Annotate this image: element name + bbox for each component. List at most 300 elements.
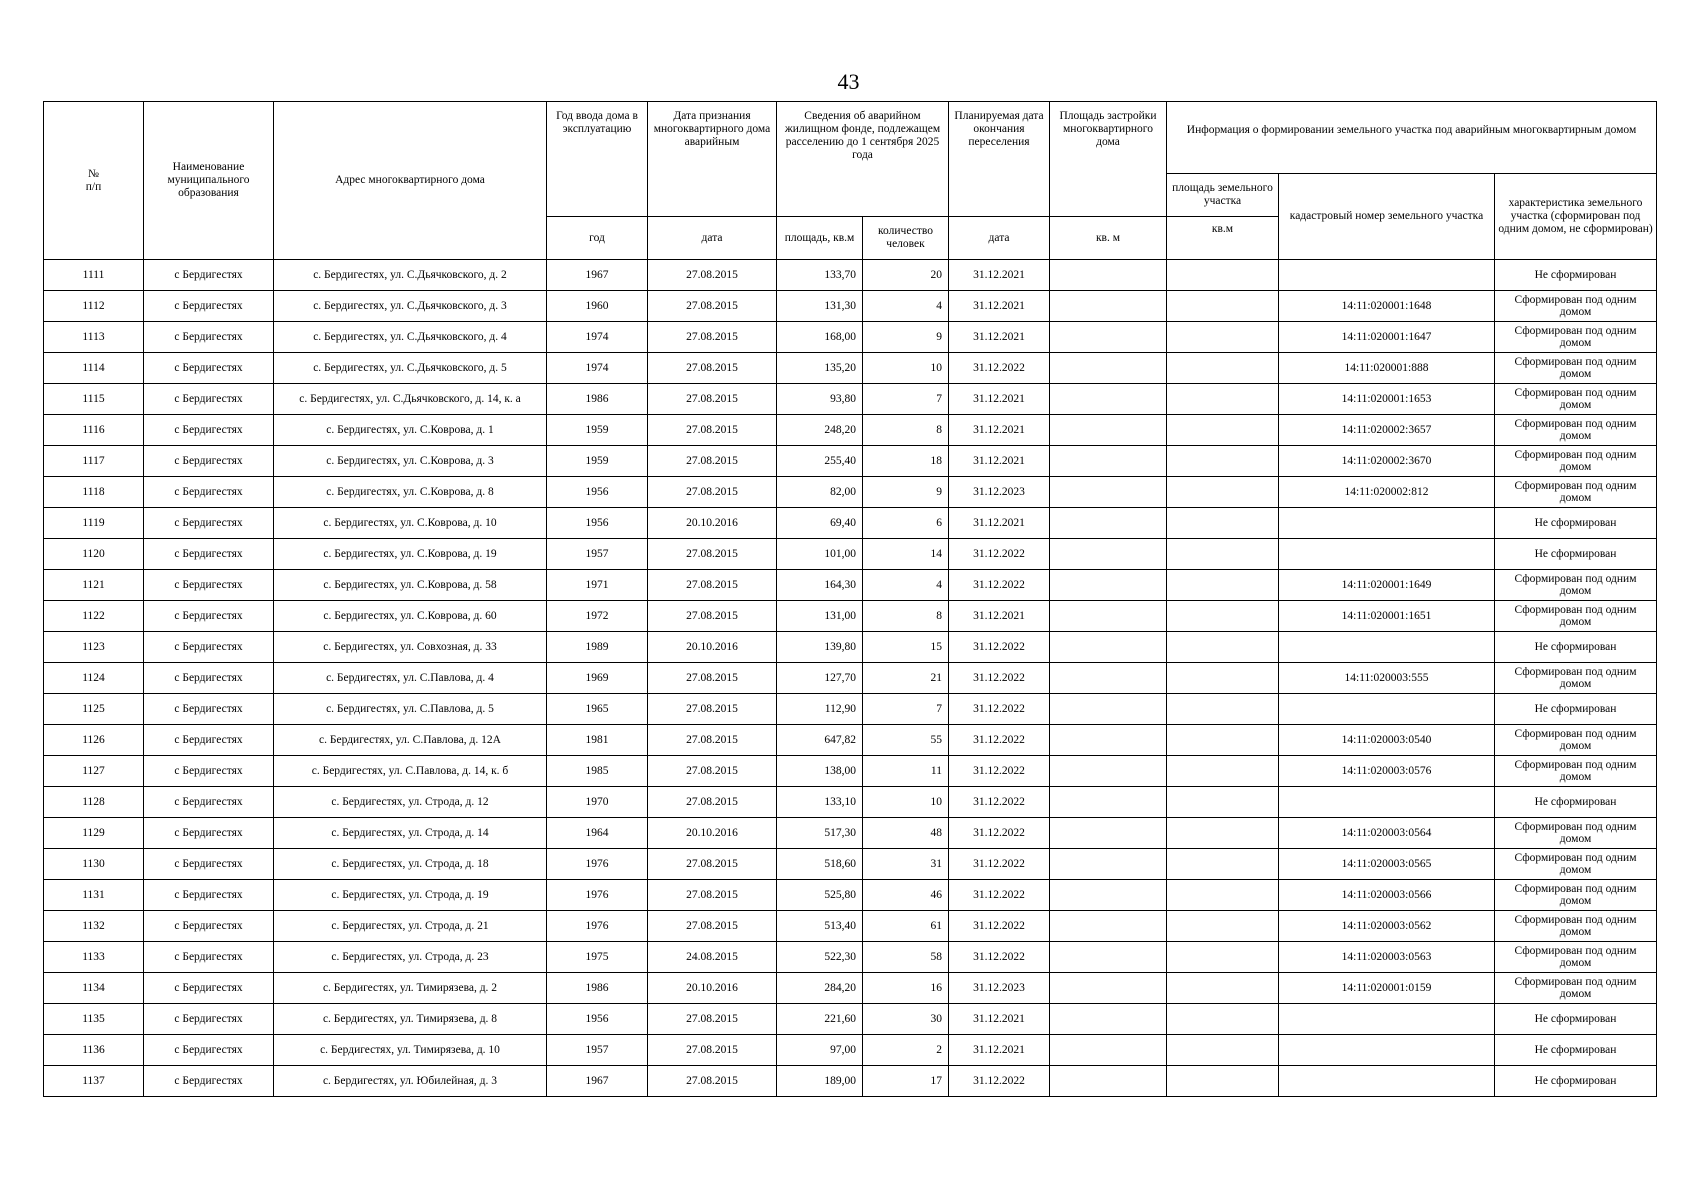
- cell-municipality: с Бердигестях: [144, 1004, 274, 1035]
- cell-num: 1127: [44, 756, 144, 787]
- cell-people: 10: [863, 353, 949, 384]
- cell-cadastral: 14:11:020002:812: [1279, 477, 1495, 508]
- cell-land-char: Сформирован под одним домом: [1495, 601, 1657, 632]
- cell-planned-date: 31.12.2022: [949, 911, 1050, 942]
- cell-year: 1975: [547, 942, 648, 973]
- cell-address: с. Бердигестях, ул. С.Павлова, д. 4: [274, 663, 547, 694]
- cell-municipality: с Бердигестях: [144, 849, 274, 880]
- cell-land-char: Сформирован под одним домом: [1495, 942, 1657, 973]
- cell-recognition-date: 27.08.2015: [648, 570, 777, 601]
- cell-num: 1122: [44, 601, 144, 632]
- cell-land-char: Не сформирован: [1495, 1004, 1657, 1035]
- cell-land-char: Сформирован под одним домом: [1495, 663, 1657, 694]
- cell-planned-date: 31.12.2021: [949, 446, 1050, 477]
- cell-address: с. Бердигестях, ул. Совхозная, д. 33: [274, 632, 547, 663]
- cell-land-area: [1167, 601, 1279, 632]
- cell-land-char: Сформирован под одним домом: [1495, 911, 1657, 942]
- cell-recognition-date: 27.08.2015: [648, 1004, 777, 1035]
- cell-land-char: Сформирован под одним домом: [1495, 477, 1657, 508]
- cell-land-char: Сформирован под одним домом: [1495, 570, 1657, 601]
- cell-land-char: Сформирован под одним домом: [1495, 322, 1657, 353]
- cell-building-area: [1050, 322, 1167, 353]
- cell-num: 1136: [44, 1035, 144, 1066]
- table-row: [44, 508, 1657, 539]
- cell-planned-date: 31.12.2022: [949, 539, 1050, 570]
- cell-address: с. Бердигестях, ул. С.Дьячковского, д. 4: [274, 322, 547, 353]
- cell-area: 127,70: [777, 663, 863, 694]
- table-row: [44, 446, 1657, 477]
- cell-recognition-date: 27.08.2015: [648, 601, 777, 632]
- cell-num: 1133: [44, 942, 144, 973]
- cell-land-char: Сформирован под одним домом: [1495, 446, 1657, 477]
- cell-recognition-date: 20.10.2016: [648, 973, 777, 1004]
- cell-planned-date: 31.12.2022: [949, 353, 1050, 384]
- cell-people: 9: [863, 477, 949, 508]
- table-row: [44, 353, 1657, 384]
- cell-municipality: с Бердигестях: [144, 725, 274, 756]
- cell-address: с. Бердигестях, ул. С.Коврова, д. 19: [274, 539, 547, 570]
- cell-cadastral: 14:11:020003:555: [1279, 663, 1495, 694]
- table-row: [44, 539, 1657, 570]
- cell-recognition-date: 27.08.2015: [648, 911, 777, 942]
- cell-building-area: [1050, 570, 1167, 601]
- cell-recognition-date: 27.08.2015: [648, 322, 777, 353]
- cell-people: 6: [863, 508, 949, 539]
- cell-municipality: с Бердигестях: [144, 322, 274, 353]
- cell-cadastral: 14:11:020003:0566: [1279, 880, 1495, 911]
- cell-land-area: [1167, 1066, 1279, 1097]
- cell-year: 1985: [547, 756, 648, 787]
- cell-land-char: Не сформирован: [1495, 632, 1657, 663]
- cell-people: 8: [863, 415, 949, 446]
- cell-municipality: с Бердигестях: [144, 260, 274, 291]
- cell-recognition-date: 27.08.2015: [648, 694, 777, 725]
- cell-municipality: с Бердигестях: [144, 942, 274, 973]
- cell-num: 1134: [44, 973, 144, 1004]
- cell-recognition-date: 27.08.2015: [648, 415, 777, 446]
- cell-area: 164,30: [777, 570, 863, 601]
- cell-people: 14: [863, 539, 949, 570]
- cell-area: 112,90: [777, 694, 863, 725]
- cell-cadastral: 14:11:020001:1651: [1279, 601, 1495, 632]
- cell-cadastral: 14:11:020001:888: [1279, 353, 1495, 384]
- cell-municipality: с Бердигестях: [144, 1066, 274, 1097]
- cell-land-char: Не сформирован: [1495, 260, 1657, 291]
- cell-address: с. Бердигестях, ул. С.Павлова, д. 5: [274, 694, 547, 725]
- cell-num: 1132: [44, 911, 144, 942]
- cell-address: с. Бердигестях, ул. С.Коврова, д. 58: [274, 570, 547, 601]
- cell-land-char: Сформирован под одним домом: [1495, 880, 1657, 911]
- cell-year: 1959: [547, 415, 648, 446]
- header-cadastral: кадастровый номер земельного участка: [1279, 174, 1495, 260]
- cell-num: 1131: [44, 880, 144, 911]
- cell-recognition-date: 27.08.2015: [648, 787, 777, 818]
- cell-cadastral: 14:11:020002:3670: [1279, 446, 1495, 477]
- cell-people: 4: [863, 291, 949, 322]
- cell-building-area: [1050, 1004, 1167, 1035]
- cell-address: с. Бердигестях, ул. С.Павлова, д. 12А: [274, 725, 547, 756]
- unit-year: год: [547, 217, 648, 260]
- table-row: [44, 477, 1657, 508]
- cell-planned-date: 31.12.2022: [949, 694, 1050, 725]
- cell-planned-date: 31.12.2023: [949, 973, 1050, 1004]
- cell-building-area: [1050, 446, 1167, 477]
- cell-municipality: с Бердигестях: [144, 973, 274, 1004]
- cell-recognition-date: 27.08.2015: [648, 1066, 777, 1097]
- cell-cadastral: 14:11:020003:0576: [1279, 756, 1495, 787]
- cell-building-area: [1050, 477, 1167, 508]
- cell-address: с. Бердигестях, ул. С.Дьячковского, д. 5: [274, 353, 547, 384]
- cell-land-area: [1167, 415, 1279, 446]
- cell-planned-date: 31.12.2021: [949, 384, 1050, 415]
- cell-area: 135,20: [777, 353, 863, 384]
- cell-planned-date: 31.12.2022: [949, 1066, 1050, 1097]
- cell-people: 31: [863, 849, 949, 880]
- cell-year: 1956: [547, 477, 648, 508]
- table-row: [44, 787, 1657, 818]
- cell-year: 1957: [547, 1035, 648, 1066]
- cell-recognition-date: 27.08.2015: [648, 725, 777, 756]
- cell-land-area: [1167, 477, 1279, 508]
- cell-planned-date: 31.12.2022: [949, 787, 1050, 818]
- header-fund-info: Сведения об аварийном жилищном фонде, подлежащем расселению до 1 сентября 2025 года: [777, 102, 949, 217]
- cell-land-area: [1167, 1004, 1279, 1035]
- cell-people: 20: [863, 260, 949, 291]
- cell-address: с. Бердигестях, ул. С.Дьячковского, д. 3: [274, 291, 547, 322]
- cell-area: 221,60: [777, 1004, 863, 1035]
- unit-recognition-date: дата: [648, 217, 777, 260]
- cell-cadastral: [1279, 539, 1495, 570]
- table-row: [44, 291, 1657, 322]
- cell-recognition-date: 27.08.2015: [648, 353, 777, 384]
- cell-land-area: [1167, 880, 1279, 911]
- cell-recognition-date: 27.08.2015: [648, 880, 777, 911]
- cell-planned-date: 31.12.2021: [949, 322, 1050, 353]
- cell-municipality: с Бердигестях: [144, 756, 274, 787]
- cell-num: 1126: [44, 725, 144, 756]
- cell-building-area: [1050, 508, 1167, 539]
- cell-year: 1956: [547, 508, 648, 539]
- table-row: [44, 880, 1657, 911]
- cell-address: с. Бердигестях, ул. С.Коврова, д. 1: [274, 415, 547, 446]
- cell-building-area: [1050, 663, 1167, 694]
- cell-municipality: с Бердигестях: [144, 787, 274, 818]
- cell-area: 93,80: [777, 384, 863, 415]
- cell-building-area: [1050, 291, 1167, 322]
- cell-address: с. Бердигестях, ул. С.Коврова, д. 8: [274, 477, 547, 508]
- cell-address: с. Бердигестях, ул. Строда, д. 18: [274, 849, 547, 880]
- cell-building-area: [1050, 353, 1167, 384]
- cell-municipality: с Бердигестях: [144, 570, 274, 601]
- cell-planned-date: 31.12.2021: [949, 291, 1050, 322]
- cell-cadastral: 14:11:020002:3657: [1279, 415, 1495, 446]
- cell-people: 58: [863, 942, 949, 973]
- cell-building-area: [1050, 942, 1167, 973]
- cell-land-area: [1167, 570, 1279, 601]
- header-year: Год ввода дома в эксплуатацию: [547, 102, 648, 217]
- cell-recognition-date: 27.08.2015: [648, 291, 777, 322]
- cell-recognition-date: 27.08.2015: [648, 477, 777, 508]
- cell-year: 1970: [547, 787, 648, 818]
- cell-cadastral: 14:11:020003:0540: [1279, 725, 1495, 756]
- cell-address: с. Бердигестях, ул. С.Коврова, д. 60: [274, 601, 547, 632]
- cell-address: с. Бердигестях, ул. Юбилейная, д. 3: [274, 1066, 547, 1097]
- cell-num: 1111: [44, 260, 144, 291]
- cell-municipality: с Бердигестях: [144, 291, 274, 322]
- cell-year: 1965: [547, 694, 648, 725]
- cell-recognition-date: 27.08.2015: [648, 1035, 777, 1066]
- unit-area: площадь, кв.м: [777, 217, 863, 260]
- cell-recognition-date: 20.10.2016: [648, 508, 777, 539]
- cell-building-area: [1050, 880, 1167, 911]
- cell-recognition-date: 20.10.2016: [648, 632, 777, 663]
- cell-people: 21: [863, 663, 949, 694]
- cell-land-char: Сформирован под одним домом: [1495, 973, 1657, 1004]
- cell-cadastral: 14:11:020001:0159: [1279, 973, 1495, 1004]
- cell-year: 1969: [547, 663, 648, 694]
- cell-address: с. Бердигестях, ул. Строда, д. 19: [274, 880, 547, 911]
- cell-num: 1118: [44, 477, 144, 508]
- cell-land-area: [1167, 632, 1279, 663]
- cell-people: 10: [863, 787, 949, 818]
- header-land-info: Информация о формировании земельного участка под аварийным многоквартирным домом: [1167, 102, 1657, 174]
- cell-municipality: с Бердигестях: [144, 384, 274, 415]
- cell-municipality: с Бердигестях: [144, 415, 274, 446]
- cell-area: 168,00: [777, 322, 863, 353]
- table-row: [44, 694, 1657, 725]
- cell-people: 48: [863, 818, 949, 849]
- cell-planned-date: 31.12.2022: [949, 663, 1050, 694]
- cell-planned-date: 31.12.2021: [949, 601, 1050, 632]
- cell-land-area: [1167, 756, 1279, 787]
- cell-area: 101,00: [777, 539, 863, 570]
- cell-people: 9: [863, 322, 949, 353]
- cell-planned-date: 31.12.2022: [949, 756, 1050, 787]
- cell-land-char: Не сформирован: [1495, 1035, 1657, 1066]
- cell-building-area: [1050, 384, 1167, 415]
- cell-address: с. Бердигестях, ул. Тимирязева, д. 10: [274, 1035, 547, 1066]
- table-row: [44, 1066, 1657, 1097]
- cell-recognition-date: 27.08.2015: [648, 663, 777, 694]
- cell-land-area: [1167, 911, 1279, 942]
- cell-municipality: с Бердигестях: [144, 694, 274, 725]
- table-body: [44, 260, 1657, 1097]
- cell-building-area: [1050, 601, 1167, 632]
- cell-num: 1128: [44, 787, 144, 818]
- cell-cadastral: [1279, 1035, 1495, 1066]
- cell-cadastral: 14:11:020001:1653: [1279, 384, 1495, 415]
- cell-area: 139,80: [777, 632, 863, 663]
- table-row: [44, 1035, 1657, 1066]
- cell-recognition-date: 27.08.2015: [648, 384, 777, 415]
- cell-land-char: Не сформирован: [1495, 787, 1657, 818]
- cell-people: 11: [863, 756, 949, 787]
- cell-cadastral: [1279, 694, 1495, 725]
- cell-address: с. Бердигестях, ул. Строда, д. 23: [274, 942, 547, 973]
- cell-area: 131,00: [777, 601, 863, 632]
- cell-address: с. Бердигестях, ул. Тимирязева, д. 8: [274, 1004, 547, 1035]
- cell-num: 1116: [44, 415, 144, 446]
- cell-building-area: [1050, 973, 1167, 1004]
- cell-cadastral: 14:11:020003:0565: [1279, 849, 1495, 880]
- cell-land-char: Сформирован под одним домом: [1495, 415, 1657, 446]
- cell-planned-date: 31.12.2021: [949, 415, 1050, 446]
- cell-building-area: [1050, 756, 1167, 787]
- header-municipality: Наименование муниципального образования: [144, 102, 274, 260]
- cell-cadastral: 14:11:020003:0564: [1279, 818, 1495, 849]
- cell-land-area: [1167, 384, 1279, 415]
- cell-building-area: [1050, 539, 1167, 570]
- cell-area: 69,40: [777, 508, 863, 539]
- cell-cadastral: 14:11:020003:0562: [1279, 911, 1495, 942]
- cell-area: 97,00: [777, 1035, 863, 1066]
- cell-land-char: Сформирован под одним домом: [1495, 756, 1657, 787]
- cell-year: 1976: [547, 911, 648, 942]
- cell-num: 1115: [44, 384, 144, 415]
- cell-municipality: с Бердигестях: [144, 477, 274, 508]
- cell-area: 248,20: [777, 415, 863, 446]
- table-row: [44, 570, 1657, 601]
- cell-people: 46: [863, 880, 949, 911]
- cell-address: с. Бердигестях, ул. Строда, д. 14: [274, 818, 547, 849]
- cell-recognition-date: 20.10.2016: [648, 818, 777, 849]
- cell-planned-date: 31.12.2021: [949, 260, 1050, 291]
- cell-recognition-date: 24.08.2015: [648, 942, 777, 973]
- cell-area: 522,30: [777, 942, 863, 973]
- cell-area: 82,00: [777, 477, 863, 508]
- header-num: № п/п: [44, 102, 144, 260]
- cell-municipality: с Бердигестях: [144, 446, 274, 477]
- cell-cadastral: [1279, 632, 1495, 663]
- cell-people: 55: [863, 725, 949, 756]
- cell-cadastral: [1279, 1004, 1495, 1035]
- header-planned-date: Планируемая дата окончания переселения: [949, 102, 1050, 217]
- cell-num: 1129: [44, 818, 144, 849]
- cell-municipality: с Бердигестях: [144, 911, 274, 942]
- cell-area: 133,70: [777, 260, 863, 291]
- table-row: [44, 601, 1657, 632]
- cell-land-area: [1167, 508, 1279, 539]
- cell-area: 138,00: [777, 756, 863, 787]
- cell-num: 1124: [44, 663, 144, 694]
- unit-land-area: кв.м: [1167, 217, 1279, 260]
- cell-people: 61: [863, 911, 949, 942]
- cell-land-area: [1167, 322, 1279, 353]
- table-row: [44, 756, 1657, 787]
- cell-people: 16: [863, 973, 949, 1004]
- cell-land-char: Сформирован под одним домом: [1495, 384, 1657, 415]
- cell-planned-date: 31.12.2022: [949, 818, 1050, 849]
- cell-year: 1956: [547, 1004, 648, 1035]
- cell-land-area: [1167, 694, 1279, 725]
- cell-people: 4: [863, 570, 949, 601]
- cell-year: 1971: [547, 570, 648, 601]
- cell-land-area: [1167, 663, 1279, 694]
- cell-cadastral: 14:11:020001:1649: [1279, 570, 1495, 601]
- cell-building-area: [1050, 415, 1167, 446]
- cell-municipality: с Бердигестях: [144, 508, 274, 539]
- cell-planned-date: 31.12.2021: [949, 508, 1050, 539]
- cell-address: с. Бердигестях, ул. Строда, д. 21: [274, 911, 547, 942]
- cell-year: 1981: [547, 725, 648, 756]
- cell-year: 1964: [547, 818, 648, 849]
- table-row: [44, 663, 1657, 694]
- cell-people: 18: [863, 446, 949, 477]
- cell-land-char: Сформирован под одним домом: [1495, 849, 1657, 880]
- cell-year: 1986: [547, 384, 648, 415]
- cell-num: 1123: [44, 632, 144, 663]
- cell-area: 513,40: [777, 911, 863, 942]
- cell-land-char: Сформирован под одним домом: [1495, 725, 1657, 756]
- cell-recognition-date: 27.08.2015: [648, 539, 777, 570]
- header-land-area: площадь земельного участка: [1167, 174, 1279, 217]
- page-number: 43: [837, 69, 860, 94]
- cell-municipality: с Бердигестях: [144, 818, 274, 849]
- cell-recognition-date: 27.08.2015: [648, 446, 777, 477]
- cell-area: 518,60: [777, 849, 863, 880]
- cell-building-area: [1050, 632, 1167, 663]
- cell-people: 8: [863, 601, 949, 632]
- cell-area: 517,30: [777, 818, 863, 849]
- cell-area: 133,10: [777, 787, 863, 818]
- cell-area: 525,80: [777, 880, 863, 911]
- cell-num: 1113: [44, 322, 144, 353]
- cell-building-area: [1050, 694, 1167, 725]
- header-recognition-date: Дата признания многоквартирного дома аварийным: [648, 102, 777, 217]
- cell-year: 1960: [547, 291, 648, 322]
- cell-planned-date: 31.12.2022: [949, 570, 1050, 601]
- cell-num: 1130: [44, 849, 144, 880]
- table-row: [44, 415, 1657, 446]
- cell-land-area: [1167, 849, 1279, 880]
- cell-land-area: [1167, 539, 1279, 570]
- cell-recognition-date: 27.08.2015: [648, 756, 777, 787]
- cell-address: с. Бердигестях, ул. Тимирязева, д. 2: [274, 973, 547, 1004]
- cell-municipality: с Бердигестях: [144, 880, 274, 911]
- cell-cadastral: [1279, 260, 1495, 291]
- cell-people: 17: [863, 1066, 949, 1097]
- cell-cadastral: 14:11:020001:1648: [1279, 291, 1495, 322]
- table-row: [44, 260, 1657, 291]
- cell-municipality: с Бердигестях: [144, 601, 274, 632]
- cell-land-area: [1167, 446, 1279, 477]
- cell-planned-date: 31.12.2021: [949, 1004, 1050, 1035]
- cell-building-area: [1050, 787, 1167, 818]
- table-row: [44, 818, 1657, 849]
- cell-recognition-date: 27.08.2015: [648, 260, 777, 291]
- cell-num: 1114: [44, 353, 144, 384]
- cell-address: с. Бердигестях, ул. Строда, д. 12: [274, 787, 547, 818]
- table-row: [44, 384, 1657, 415]
- cell-address: с. Бердигестях, ул. С.Павлова, д. 14, к. б: [274, 756, 547, 787]
- cell-building-area: [1050, 260, 1167, 291]
- cell-land-area: [1167, 1035, 1279, 1066]
- table-row: [44, 911, 1657, 942]
- cell-municipality: с Бердигестях: [144, 539, 274, 570]
- cell-num: 1117: [44, 446, 144, 477]
- table-row: [44, 322, 1657, 353]
- table-row: [44, 849, 1657, 880]
- cell-address: с. Бердигестях, ул. С.Коврова, д. 10: [274, 508, 547, 539]
- cell-num: 1135: [44, 1004, 144, 1035]
- table-row: [44, 973, 1657, 1004]
- header-land-char: характеристика земельного участка (сформирован под одним домом, не сформирован): [1495, 174, 1657, 260]
- unit-building-area: кв. м: [1050, 217, 1167, 260]
- cell-year: 1967: [547, 1066, 648, 1097]
- cell-people: 30: [863, 1004, 949, 1035]
- cell-num: 1121: [44, 570, 144, 601]
- cell-land-char: Сформирован под одним домом: [1495, 353, 1657, 384]
